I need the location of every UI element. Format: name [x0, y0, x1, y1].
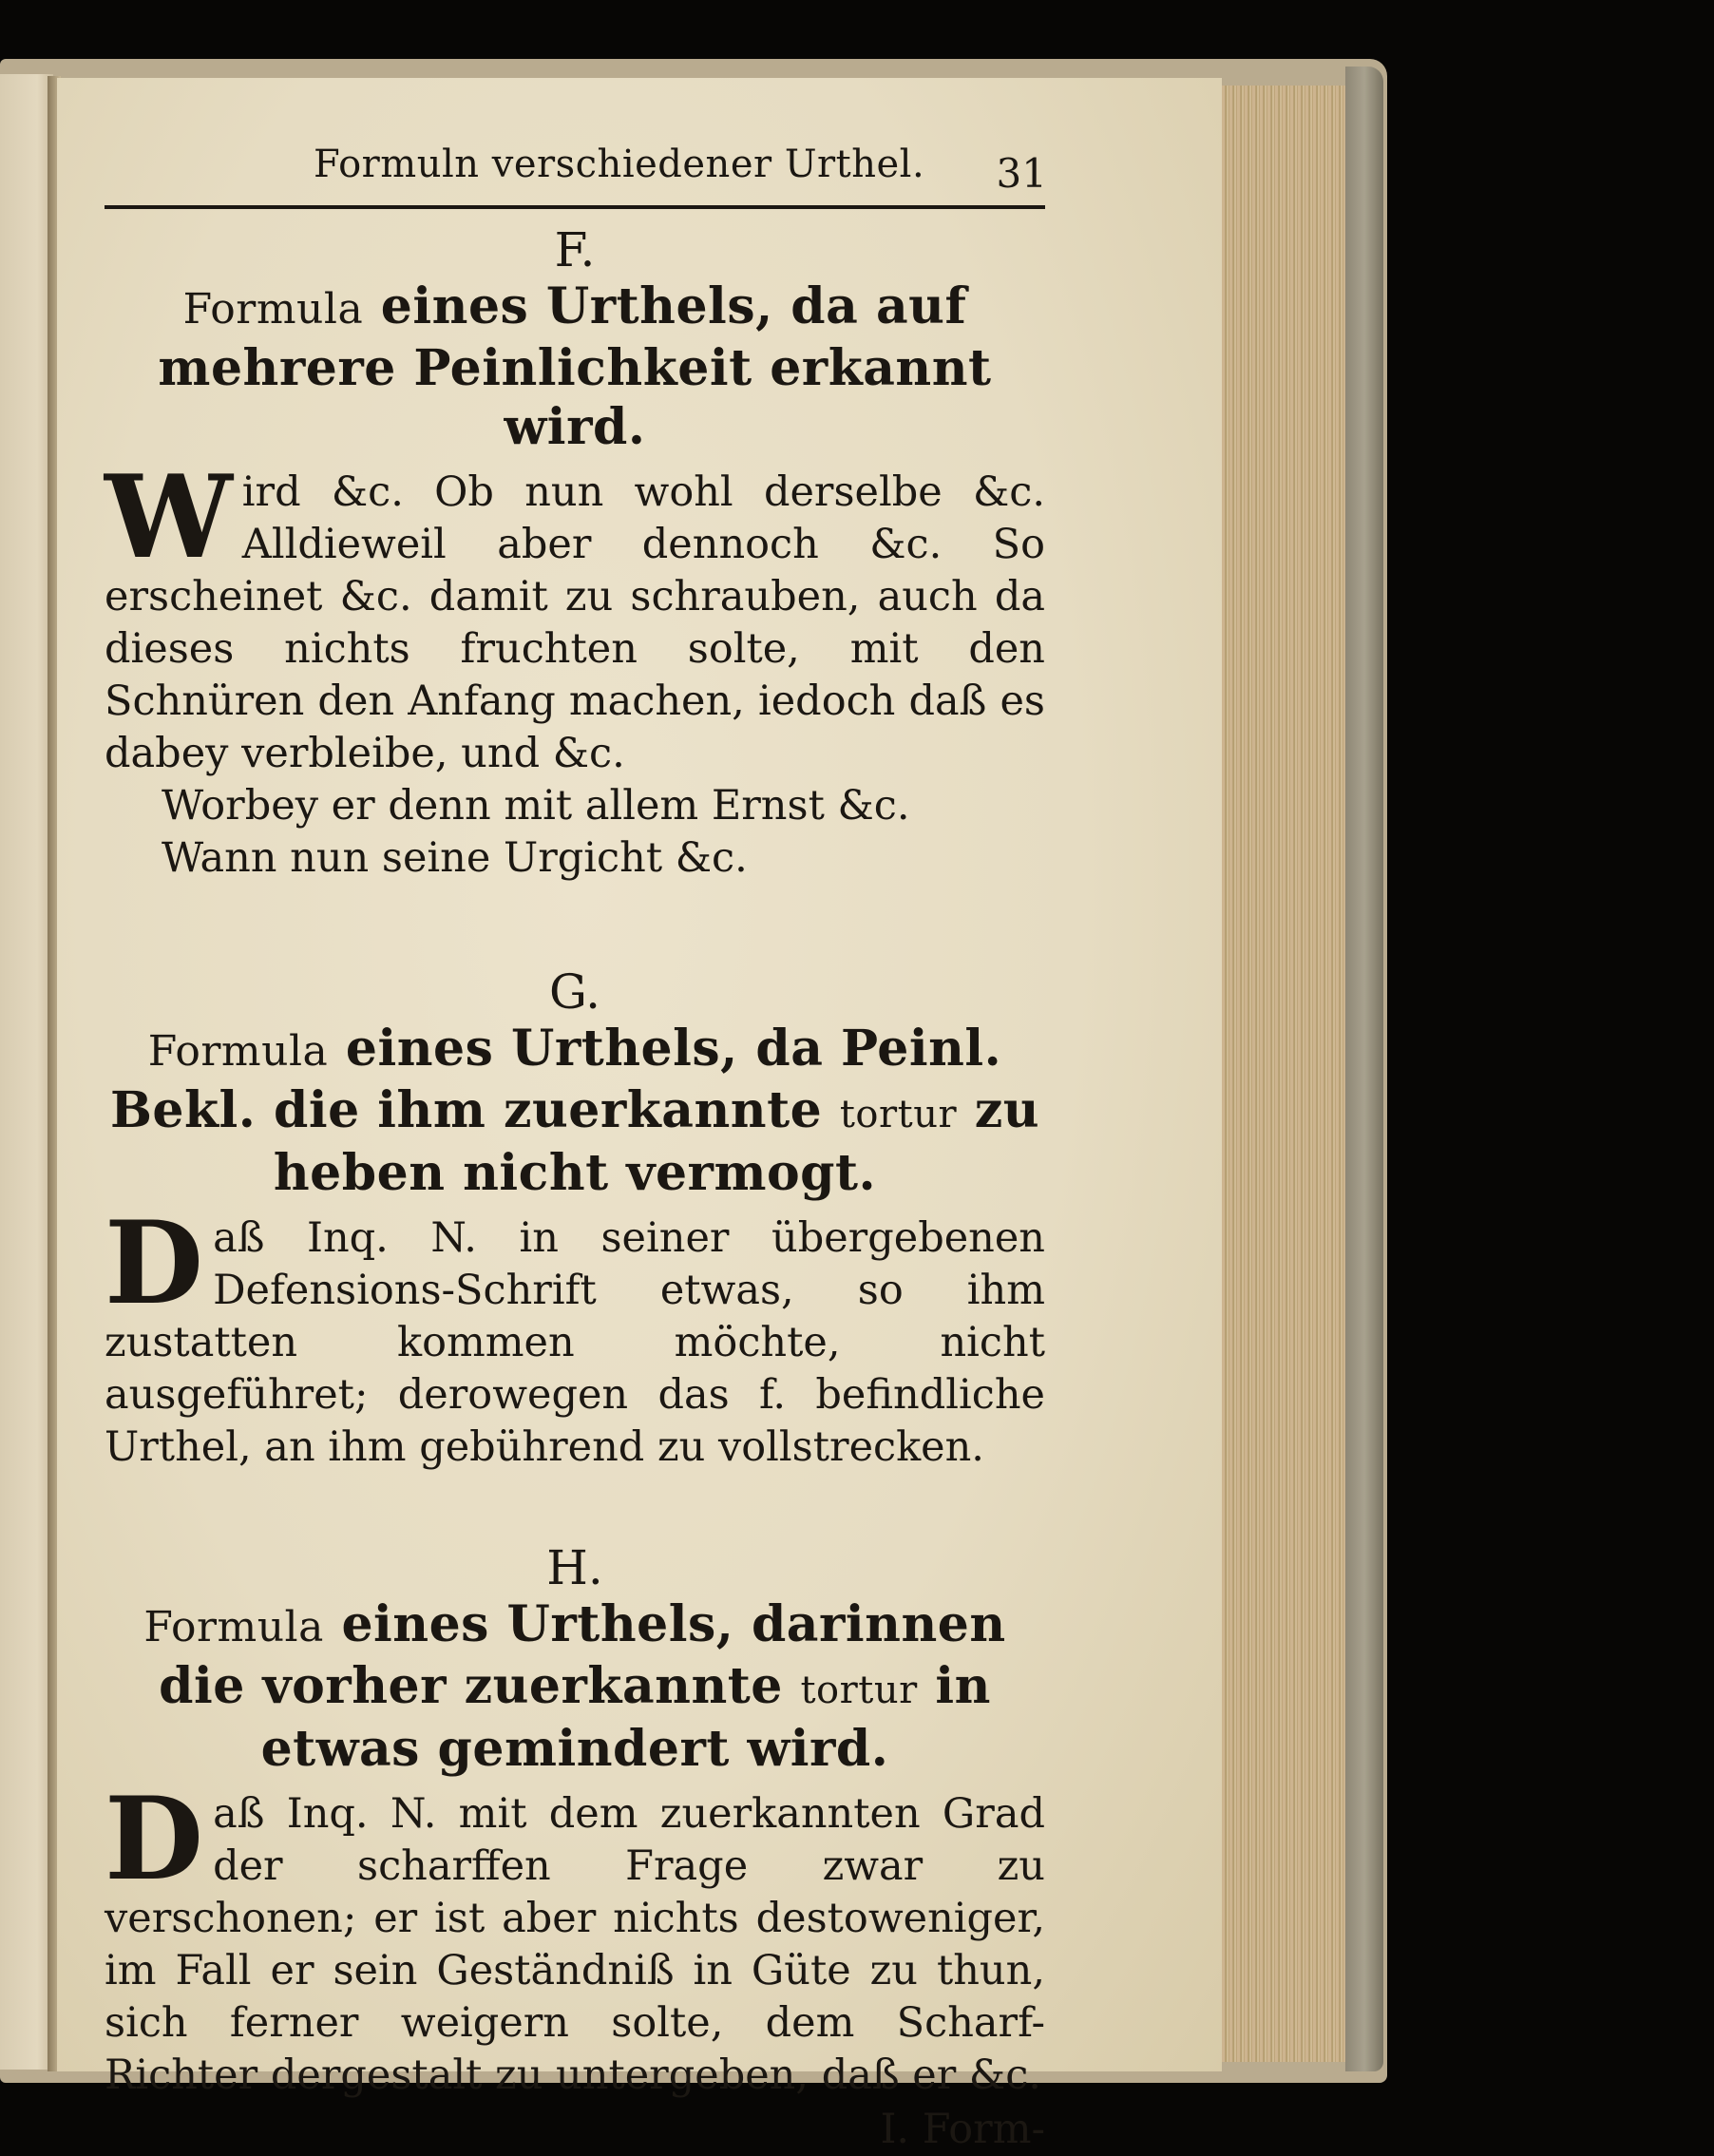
section-body: [105, 450, 1045, 780]
heading-text: eines Urthels, darinnen die vorher zuerkannte: [159, 1595, 1006, 1715]
section-body: [105, 1196, 1045, 1474]
page-content: [105, 143, 1045, 2156]
drop-cap: D: [105, 1196, 204, 1330]
section-letter: H.: [546, 1540, 603, 1595]
catchword: I. Form-: [880, 2106, 1045, 2153]
body-text: aß Inq. N. in seiner übergebenen Defensions-Schrift etwas, so ihm zustatten kommen möchte, nicht ausgeführet; derowegen das f. befindliche Urthel, an ihm gebührend zu vollstrecken.: [105, 1214, 1045, 1471]
section-heading: [105, 1020, 1045, 1203]
section-f: [105, 222, 1045, 885]
running-head: [105, 143, 1045, 201]
body-line: Worbey er denn mit allem Ernst &c.: [162, 782, 910, 830]
section-letter: F.: [554, 222, 596, 277]
section-body: [105, 1772, 1045, 2102]
heading-lead: Formula: [147, 1027, 329, 1076]
facing-page-edge: [0, 74, 53, 2070]
running-title: Formuln verschiedener Urthel.: [314, 143, 925, 186]
body-text: ird &c. Ob nun wohl derselbe &c. Alldieweil aber dennoch &c. So erscheinet &c. damit zu schrauben, auch da dieses nichts fruchten solte, mit den Schnüren den Anfang machen, iedoch daß es dabey verbleibe, und &c.: [105, 468, 1045, 777]
page-number: 31: [996, 150, 1047, 197]
section-g: [105, 964, 1045, 1474]
section-letter: G.: [548, 964, 601, 1020]
heading-text: eines Urthels, da auf mehrere Peinlichkeit erkannt wird.: [158, 277, 992, 456]
heading-text: in etwas gemindert wird.: [260, 1657, 991, 1778]
heading-lead: Formula: [143, 1603, 324, 1651]
heading-text: eines Urthels, da Peinl. Bekl. die ihm zuerkannte: [109, 1020, 1002, 1139]
section-heading: [105, 1595, 1045, 1779]
heading-latin: tortur: [839, 1093, 958, 1136]
page-edges: [1222, 86, 1345, 2062]
body-text: aß Inq. N. mit dem zuerkannten Grad der scharffen Frage zwar zu verschonen; er ist aber nichts destoweniger, im Fall er sein Geständniß in Güte zu thun, sich ferner weigern solte, dem Scharf-Richter dergestalt zu untergeben, daß er &c.: [105, 1790, 1045, 2099]
heading-latin: tortur: [800, 1669, 918, 1712]
header-rule: [105, 205, 1045, 209]
heading-text: zu heben nicht vermogt.: [273, 1081, 1040, 1202]
section-heading: [105, 277, 1045, 457]
drop-cap: D: [105, 1772, 204, 1906]
heading-lead: Formula: [182, 285, 364, 334]
body-line: Wann nun seine Urgicht &c.: [162, 834, 748, 882]
cover-edge: [1345, 67, 1383, 2071]
drop-cap: W: [105, 450, 233, 584]
section-h: [105, 1540, 1045, 2156]
